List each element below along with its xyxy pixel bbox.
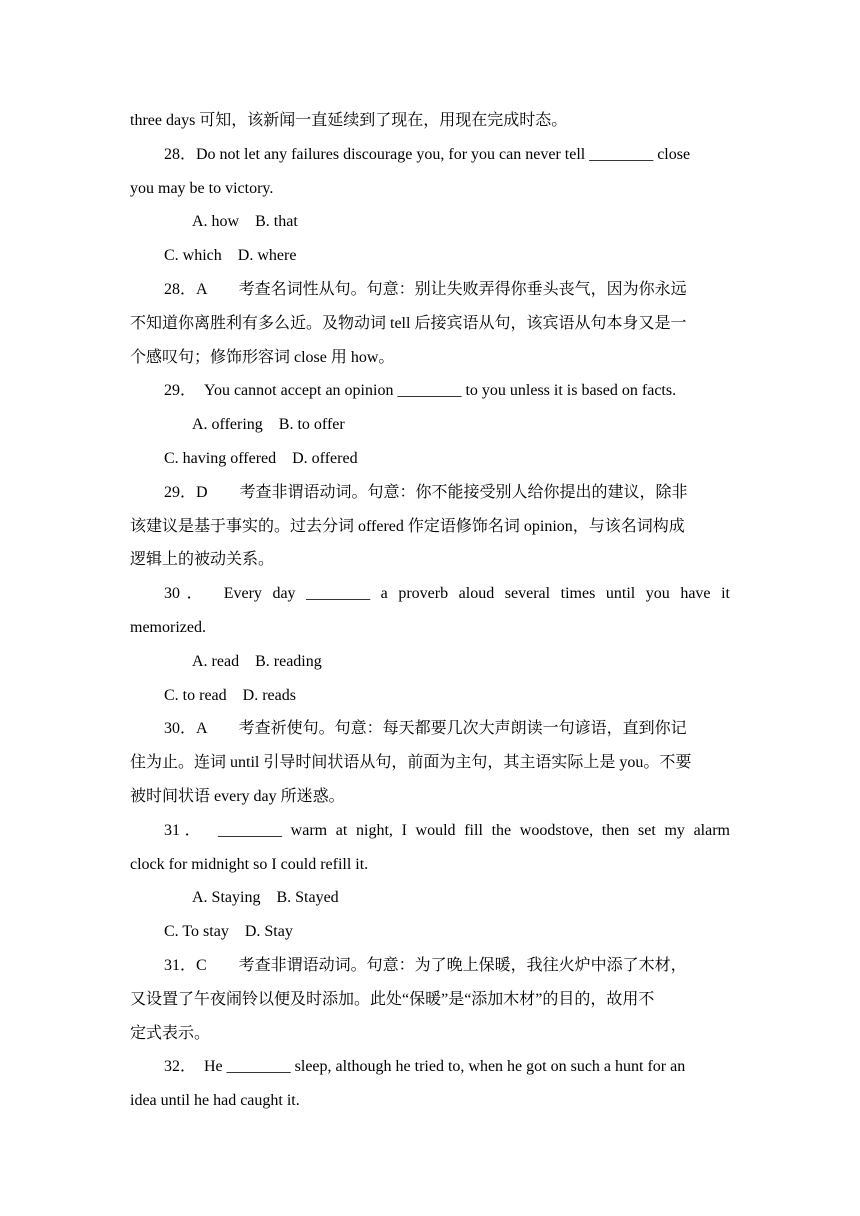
question-30-options-ab: A. read B. reading xyxy=(192,652,322,670)
question-31-options-ab: A. Staying B. Stayed xyxy=(192,889,339,907)
answer-28-line1: 28．A 考查名词性从句。句意：别让失败弄得你垂头丧气，因为你永远 xyxy=(164,280,687,298)
question-29-options-ab: A. offering B. to offer xyxy=(192,416,345,434)
question-30-options-cd: C. to read D. reads xyxy=(164,686,296,704)
question-28-line2: you may be to victory. xyxy=(130,179,274,197)
answer-30-line2: 住为止。连词 until 引导时间状语从句，前面为主句，其主语实际上是 you。不要 xyxy=(130,754,692,772)
explanation-27-tail: three days 可知，该新闻一直延续到了现在，用现在完成时态。 xyxy=(130,112,568,129)
question-32-line1: 32． He ________ sleep, although he tried to, when he got on such a hunt for an xyxy=(164,1058,686,1076)
answer-29-line3: 逻辑上的被动关系。 xyxy=(130,551,275,569)
question-31-options-cd: C. To stay D. Stay xyxy=(164,923,293,941)
question-31-line2: clock for midnight so I could refill it. xyxy=(130,855,369,873)
question-30-line2: memorized. xyxy=(130,618,206,636)
answer-29-line1: 29．D 考查非谓语动词。句意：你不能接受别人给你提出的建议，除非 xyxy=(164,483,688,501)
question-32-line2: idea until he had caught it. xyxy=(130,1092,300,1110)
answer-31-line2: 又设置了午夜闹铃以便及时添加。此处“保暖”是“添加木材”的目的，故用不 xyxy=(130,990,655,1008)
answer-30-line1: 30．A 考查祈使句。句意：每天都要几次大声朗读一句谚语，直到你记 xyxy=(164,720,687,738)
answer-31-line1: 31．C 考查非谓语动词。句意：为了晚上保暖，我往火炉中添了木材， xyxy=(164,956,687,974)
answer-29-line2: 该建议是基于事实的。过去分词 offered 作定语修饰名词 opinion，与该名词构成 xyxy=(130,517,685,535)
question-29-options-cd: C. having offered D. offered xyxy=(164,449,358,467)
answer-30-line3: 被时间状语 every day 所迷惑。 xyxy=(130,787,345,805)
question-29-line1: 29． You cannot accept an opinion ________ to you unless it is based on facts. xyxy=(164,382,677,400)
question-28-options-cd: C. which D. where xyxy=(164,247,297,265)
answer-28-line2: 不知道你离胜利有多么近。及物动词 tell 后接宾语从句，该宾语从句本身又是一 xyxy=(130,314,687,332)
question-28-line1: 28．Do not let any failures discourage you, for you can never tell ________ close xyxy=(164,145,691,163)
question-31-line1: 31． ________ warm at night, I would fill the woodstove, then set my alarm xyxy=(164,821,730,839)
question-28-options-ab: A. how B. that xyxy=(192,213,298,231)
question-30-line1: 30． Every day ________ a proverb aloud several times until you have it xyxy=(164,585,730,603)
answer-28-line3: 个感叹句；修饰形容词 close 用 how。 xyxy=(130,348,395,366)
document-page xyxy=(130,104,730,1118)
answer-31-line3: 定式表示。 xyxy=(130,1024,211,1042)
